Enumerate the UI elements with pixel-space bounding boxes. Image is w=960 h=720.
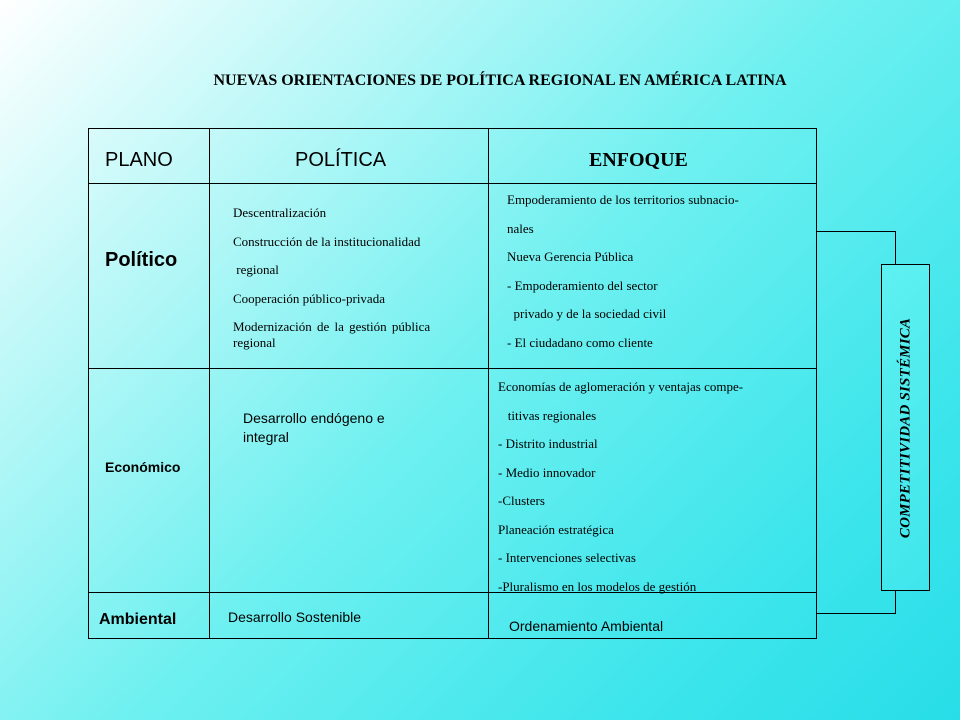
row-divider xyxy=(89,368,816,369)
plano-politico: Político xyxy=(105,249,178,271)
list-item: Nueva Gerencia Pública xyxy=(507,249,634,264)
list-item: Desarrollo endógeno e xyxy=(243,410,385,426)
policy-table xyxy=(88,128,817,639)
list-item: Construcción de la institucionalidad xyxy=(233,233,421,249)
list-item: -Clusters xyxy=(498,493,545,508)
list-item: - Intervenciones selectivas xyxy=(498,550,636,565)
list-item: titivas regionales xyxy=(498,407,597,423)
list-item: nales xyxy=(507,220,534,236)
list-item: Descentralización xyxy=(233,205,327,220)
list-item: Empoderamiento de los territorios subnacio- xyxy=(507,192,739,207)
side-label: COMPETITIVIDAD SISTÉMICA xyxy=(897,317,913,538)
plano-economico: Económico xyxy=(105,459,181,475)
row-divider xyxy=(89,183,816,184)
column-divider xyxy=(488,129,489,638)
header-enfoque: ENFOQUE xyxy=(589,149,688,171)
header-plano: PLANO xyxy=(105,149,173,171)
header-politica: POLÍTICA xyxy=(295,149,387,171)
list-item: Modernización de la gestión pública xyxy=(233,319,431,334)
plano-ambiental: Ambiental xyxy=(99,611,177,628)
list-item: Planeación estratégica xyxy=(498,521,614,537)
page-title: NUEVAS ORIENTACIONES DE POLÍTICA REGIONAL EN AMÉRICA LATINA xyxy=(213,72,787,89)
list-item: regional xyxy=(233,262,279,277)
list-item: regional xyxy=(233,334,276,350)
list-item: Cooperación público-privada xyxy=(233,290,385,306)
enfoque-ambiental: Ordenamiento Ambiental xyxy=(509,618,664,634)
list-item: Economías de aglomeración y ventajas compe- xyxy=(498,379,744,394)
list-item: -Pluralismo en los modelos de gestión xyxy=(498,578,697,594)
list-item: - Medio innovador xyxy=(498,464,596,480)
politica-ambiental: Desarrollo Sostenible xyxy=(228,609,362,625)
list-item: integral xyxy=(243,429,289,445)
politica-economico-list xyxy=(243,409,385,447)
list-item: - El ciudadano como cliente xyxy=(507,334,653,350)
enfoque-politico-list xyxy=(507,186,739,357)
list-item: - Distrito industrial xyxy=(498,436,598,451)
list-item: - Empoderamiento del sector xyxy=(507,277,658,293)
competitividad-box xyxy=(881,264,930,591)
enfoque-economico-list xyxy=(498,373,743,601)
list-item: privado y de la sociedad civil xyxy=(507,306,667,321)
politica-politico-list xyxy=(233,199,430,357)
column-divider xyxy=(209,129,210,638)
